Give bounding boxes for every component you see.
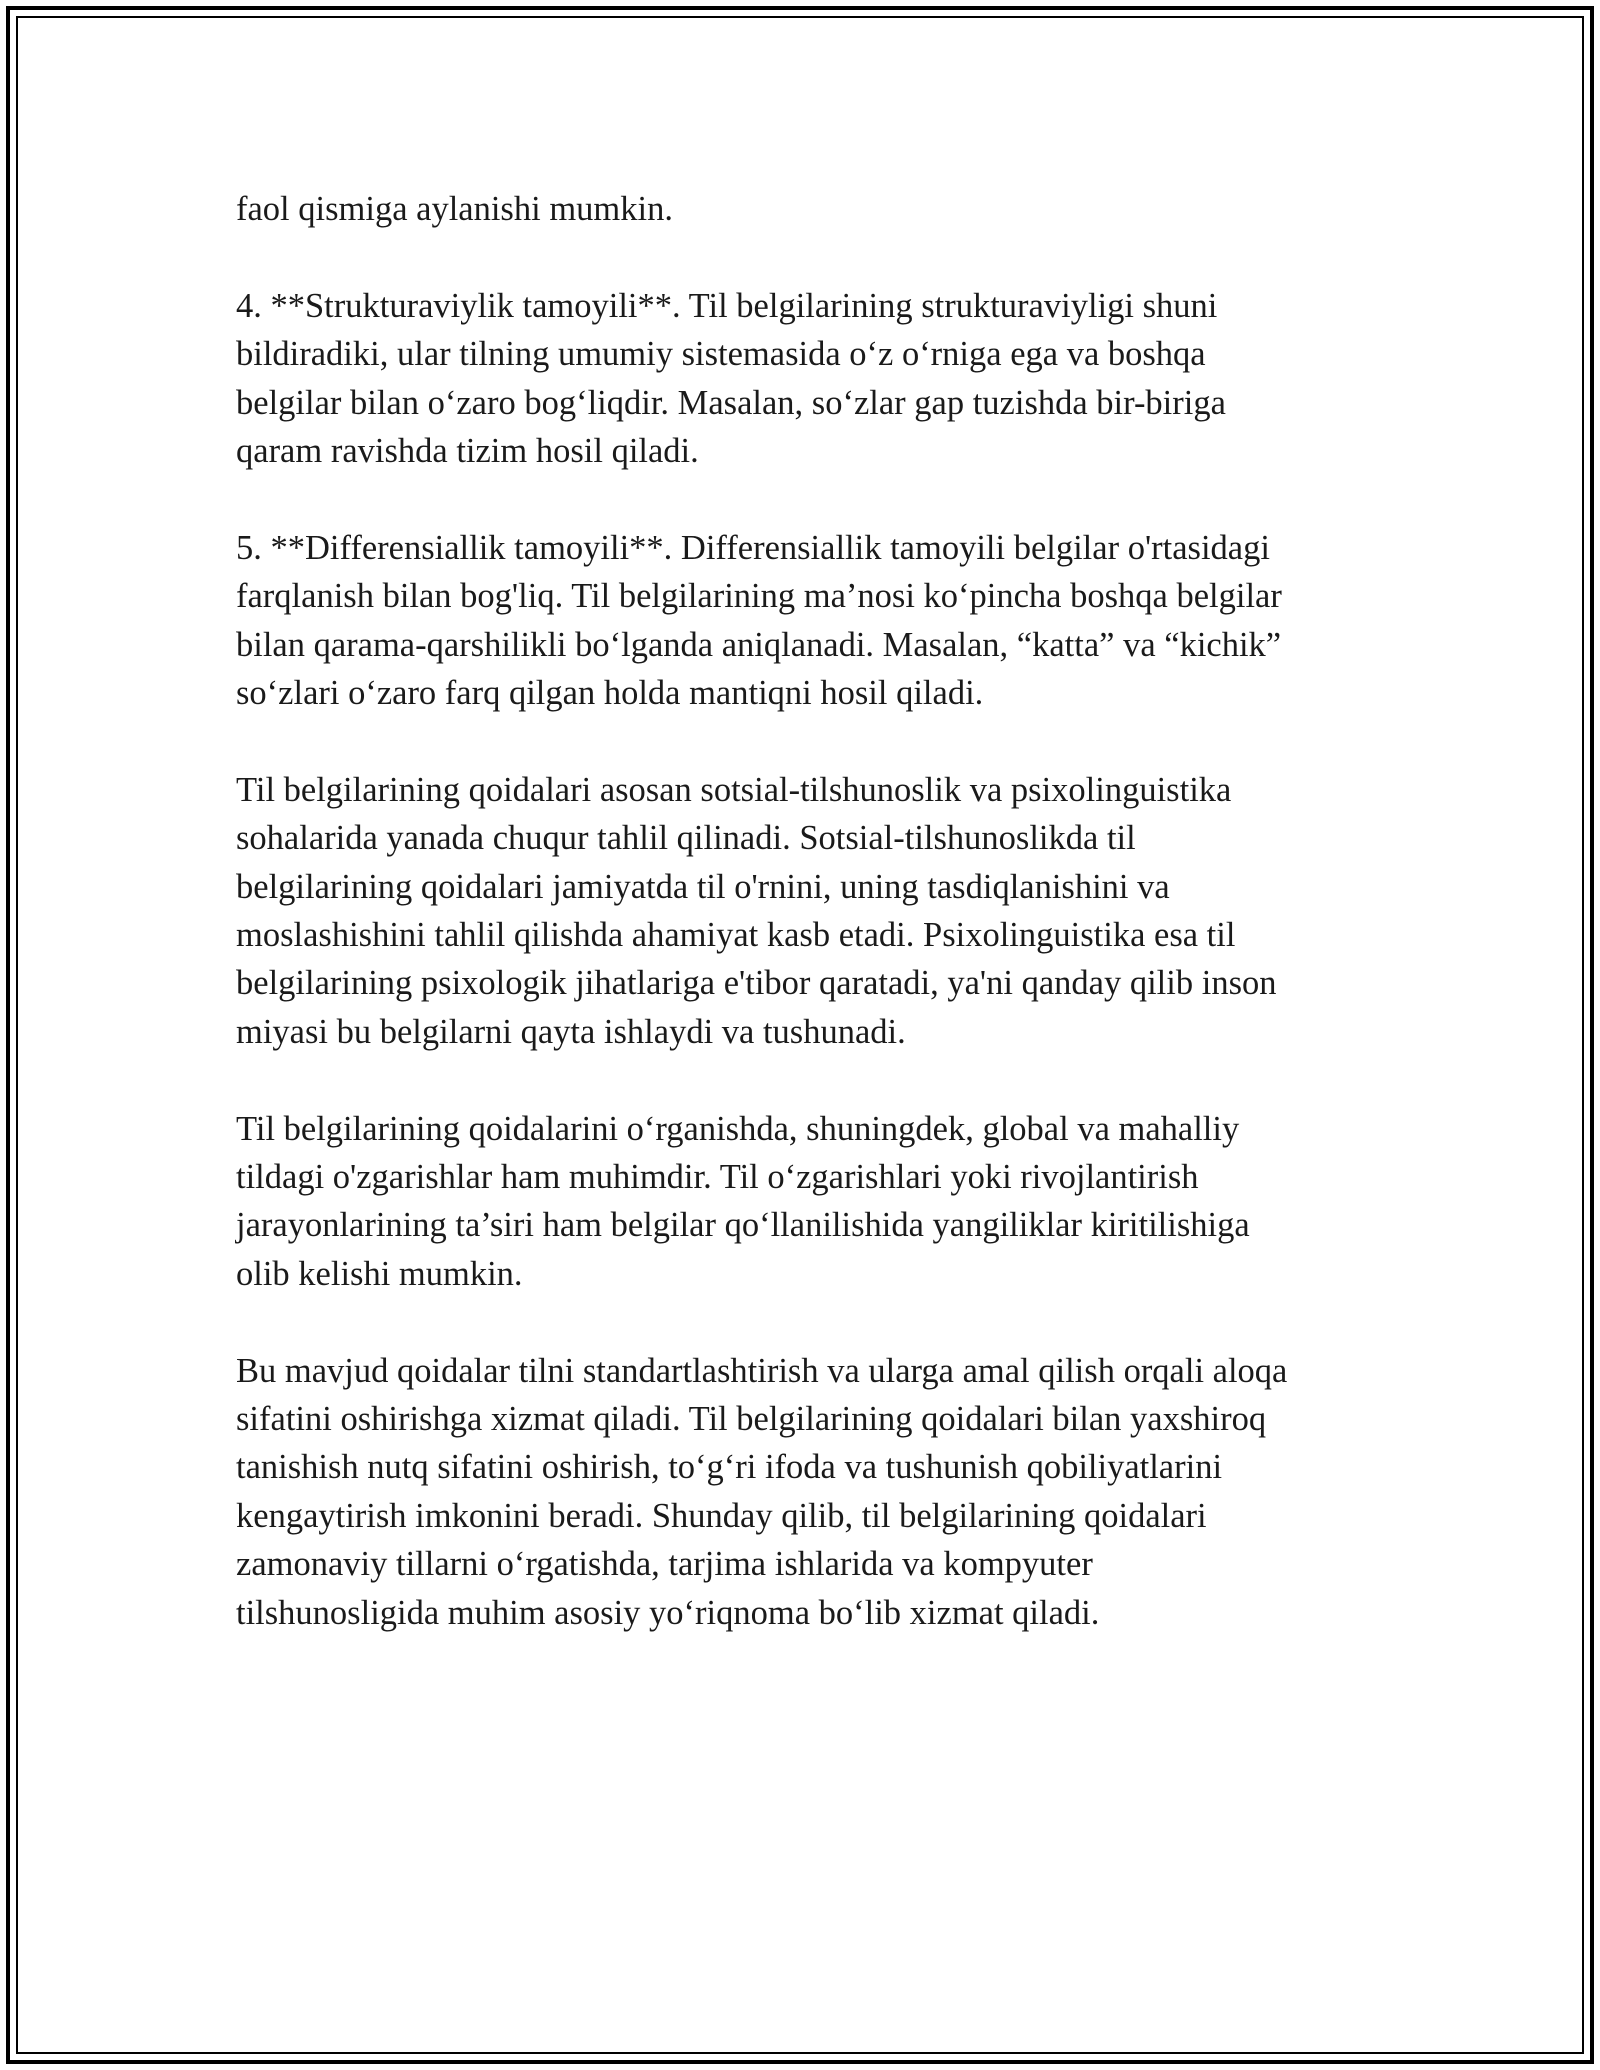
paragraph-differentiality-principle: 5. **Differensiallik tamoyili**. Differensiallik tamoyili belgilar o'rtasidagi farqlanish bilan bog'liq. Til belgilarining ma’nosi ko‘pincha boshqa belgilar bilan qarama-qarshilikli bo‘lganda aniqlanadi. Masalan, “katta” va “kichik” so‘zlari o‘zaro farq qilgan holda mantiqni hosil qiladi. — [236, 528, 1282, 713]
paragraph-language-change: Til belgilarining qoidalarini o‘rganishda, shuningdek, global va mahalliy tildagi o'zgarishlar ham muhimdir. Til o‘zgarishlari yoki rivojlantirish jarayonlarining ta’siri ham belgilar qo‘llanilishida yangiliklar kiritilishiga olib kelishi mumkin. — [236, 1109, 1250, 1293]
paragraph-continuation: faol qismiga aylanishi mumkin. — [236, 190, 673, 228]
paragraph-conclusion: Bu mavjud qoidalar tilni standartlashtirish va ularga amal qilish orqali aloqa sifatini oshirishga xizmat qiladi. Til belgilarining qoidalari bilan yaxshiroq tanishish nutq sifatini oshirish, to‘g‘ri ifoda va tushunish qobiliyatlarini kengaytirish imkonini beradi. Shunday qilib, til belgilarining qoidalari zamonaviy tillarni o‘rgatishda, tarjima ishlarida va kompyuter tilshunosligida muhim asosiy yo‘riqnoma bo‘lib xizmat qiladi. — [236, 1351, 1288, 1632]
paragraph-sociolinguistics: Til belgilarining qoidalari asosan sotsial-tilshunoslik va psixolinguistika sohalarida yanada chuqur tahlil qilinadi. Sotsial-tilshunoslikda til belgilarining qoidalari jamiyatda til o'rnini, uning tasdiqlanishini va moslashishini tahlil qilishda ahamiyat kasb etadi. Psixolinguistika esa til belgilarining psixologik jihatlariga e'tibor qaratadi, ya'ni qanday qilib inson miyasi bu belgilarni qayta ishlaydi va tushunadi. — [236, 770, 1277, 1051]
document-body — [236, 185, 1366, 1637]
paragraph-structurality-principle: 4. **Strukturaviylik tamoyili**. Til belgilarining strukturaviyligi shuni bildiradiki, ular tilning umumiy sistemasida o‘z o‘rniga ega va boshqa belgilar bilan o‘zaro bog‘liqdir. Masalan, so‘zlar gap tuzishda bir-biriga qaram ravishda tizim hosil qiladi. — [236, 286, 1226, 471]
